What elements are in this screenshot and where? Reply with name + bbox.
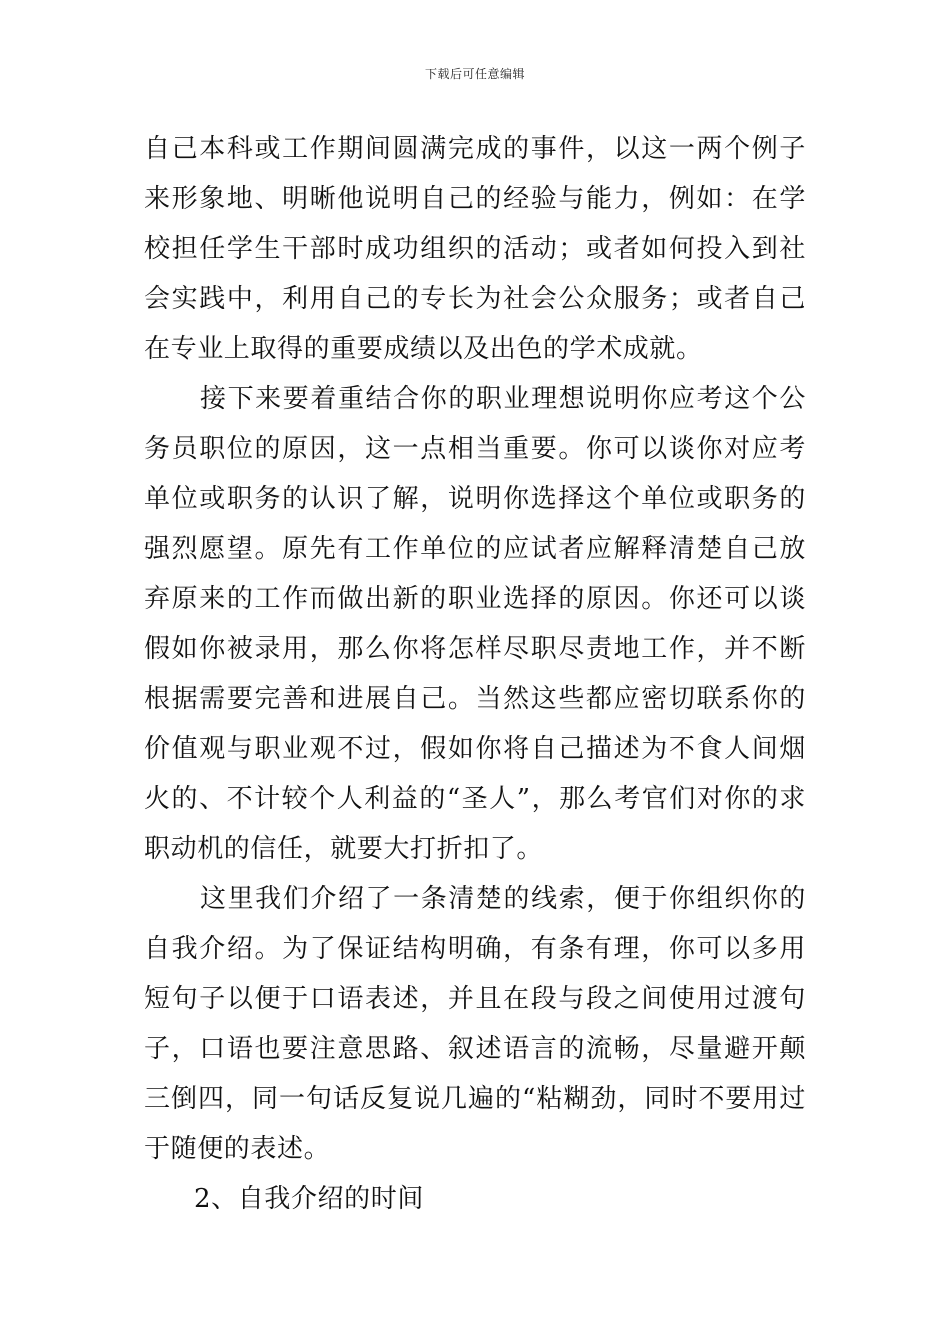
paragraph-career-motivation: 接下来要着重结合你的职业理想说明你应考这个公务员职位的原因，这一点相当重要。你可以谈你对应考单位或职务的认识了解，说明你选择这个单位或职务的强烈愿望。原先有工作单位的应试者应解释清楚自己放弃原来的工作而做出新的职业选择的原因。你还可以谈假如你被录用，那么你将怎样尽职尽责地工作，并不断根据需要完善和进展自己。当然这些都应密切联系你的价值观与职业观不过，假如你将自己描述为不食人间烟火的、不计较个人利益的“圣人”，那么考官们对你的求职动机的信任，就要大打折扣了。 [144, 384, 806, 864]
paragraph-continuation: 自己本科或工作期间圆满完成的事件，以这一两个例子来形象地、明晰他说明自己的经验与能力，例如：在学校担任学生干部时成功组织的活动；或者如何投入到社会实践中，利用自己的专长为社会公众服务；或者自己在专业上取得的重要成绩以及出色的学术成就。 [144, 134, 806, 364]
page-header: 下载后可任意编辑 [424, 67, 525, 81]
document-body [144, 124, 806, 1224]
section-heading: 2、自我介绍的时间 [194, 1184, 424, 1214]
paragraph-structure-advice: 这里我们介绍了一条清楚的线索，便于你组织你的自我介绍。为了保证结构明确，有条有理，你可以多用短句子以便于口语表述，并且在段与段之间使用过渡句子，口语也要注意思路、叙述语言的流畅，尽量避开颠三倒四，同一句话反复说几遍的“粘糊劲，同时不要用过于随便的表述。 [144, 884, 806, 1164]
